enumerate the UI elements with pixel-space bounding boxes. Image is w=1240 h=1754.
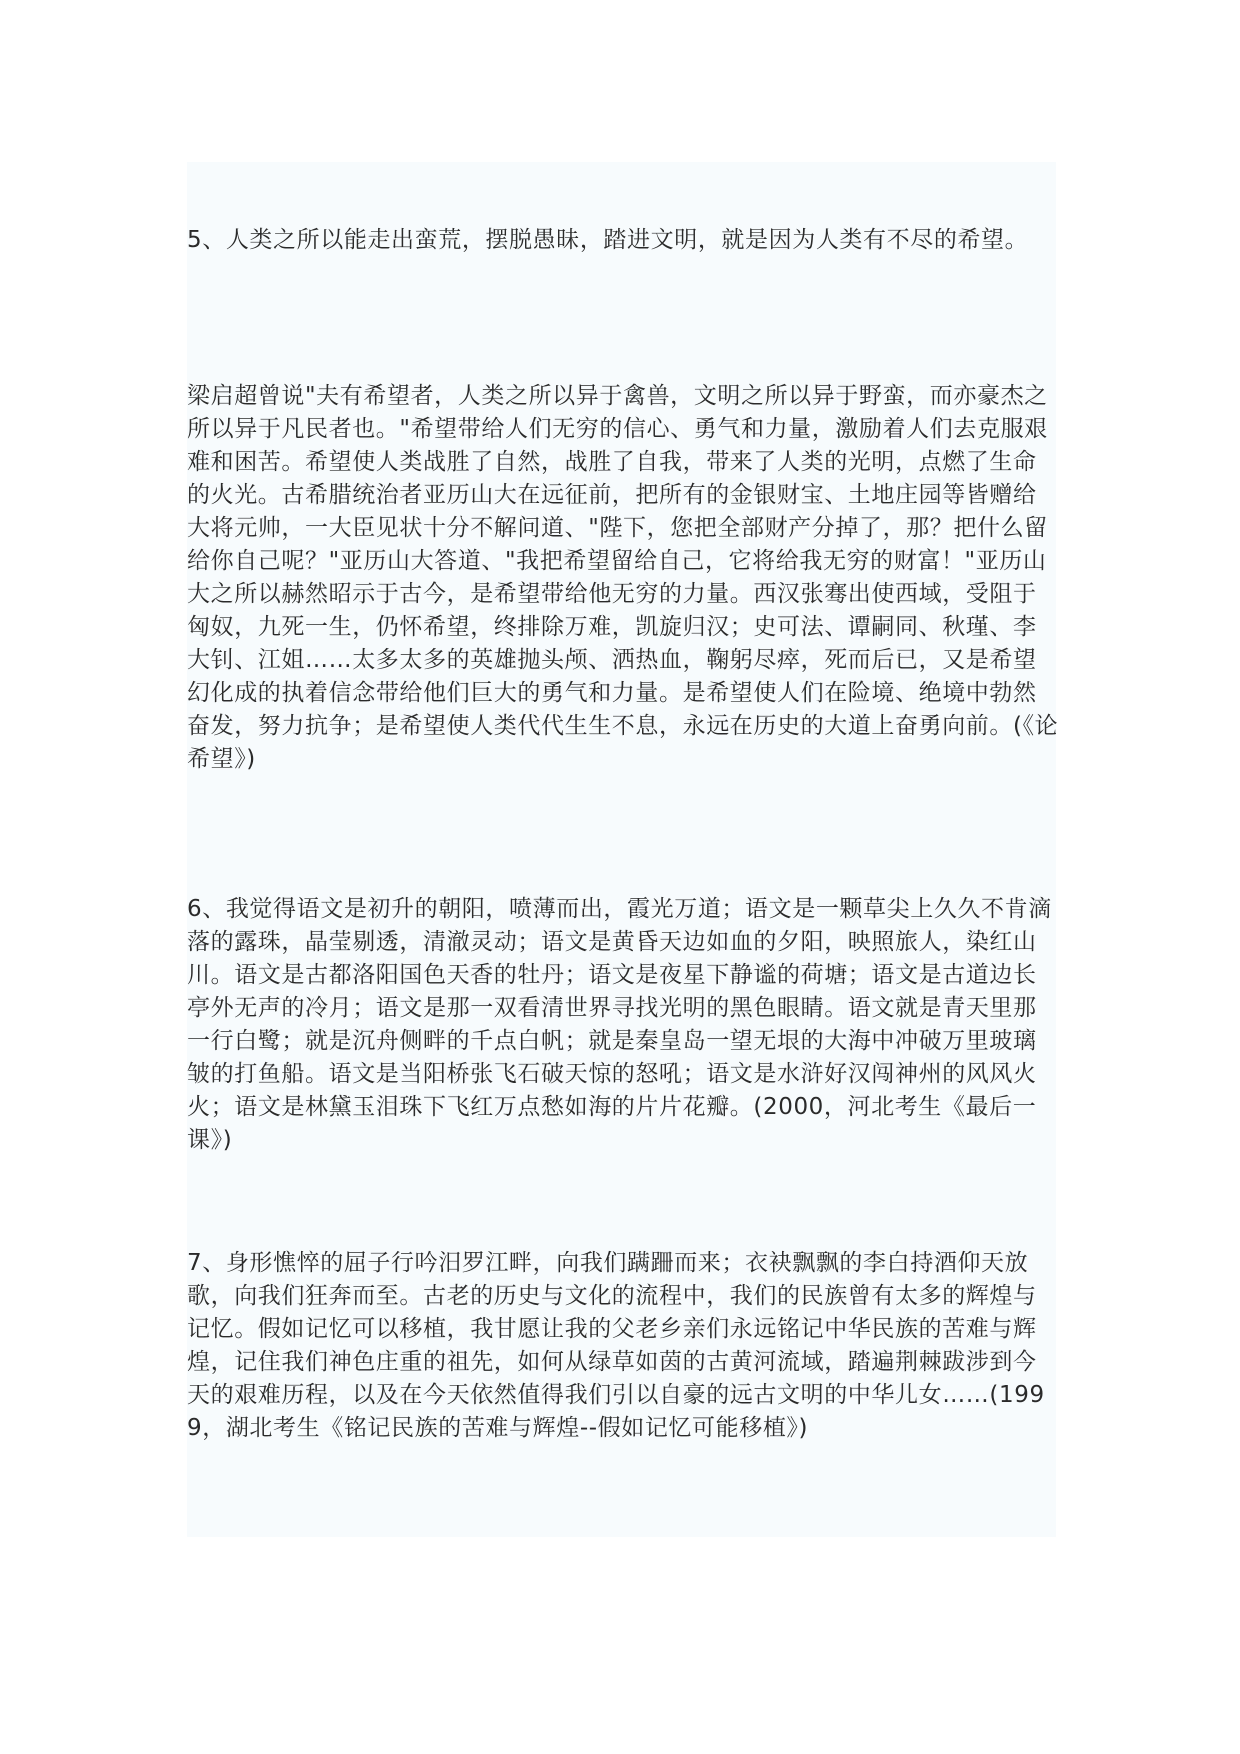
paragraph-item-6: 6、我觉得语文是初升的朝阳，喷薄而出，霞光万道；语文是一颗草尖上久久不肯滴落的露珠，晶莹剔透，清澈灵动；语文是黄昏天边如血的夕阳，映照旅人，染红山川。语文是古都洛阳国色天香的牡丹；语文是夜星下静谧的荷塘；语文是古道边长亭外无声的冷月；语文是那一双看清世界寻找光明的黑色眼睛。语文就是青天里那一行白鹭；就是沉舟侧畔的千点白帆；就是秦皇岛一望无垠的大海中冲破万里玻璃皱的打鱼船。语文是当阳桥张飞石破天惊的怒吼；语文是水浒好汉闯神州的风风火火；语文是林黛玉泪珠下飞红万点愁如海的片片花瓣。(2000，河北考生《最后一课》) (187, 896, 1052, 1153)
paragraph-item-7: 7、身形憔悴的屈子行吟汨罗江畔，向我们蹒跚而来；衣袂飘飘的李白持酒仰天放歌，向我们狂奔而至。古老的历史与文化的流程中，我们的民族曾有太多的辉煌与记忆。假如记忆可以移植，我甘愿让我的父老乡亲们永远铭记中华民族的苦难与辉煌，记住我们神色庄重的祖先，如何从绿草如茵的古黄河流域，踏遍荆棘跋涉到今天的艰难历程，以及在今天依然值得我们引以自豪的远古文明的中华儿女……(1999，湖北考生《铭记民族的苦难与辉煌--假如记忆可能移植》) (187, 1250, 1045, 1441)
paragraph-liang-qichao-quote: 梁启超曾说"夫有希望者，人类之所以异于禽兽，文明之所以异于野蛮，而亦豪杰之所以异于凡民者也。"希望带给人们无穷的信心、勇气和力量，激励着人们去克服艰难和困苦。希望使人类战胜了自然，战胜了自我，带来了人类的光明，点燃了生命的火光。古希腊统治者亚历山大在远征前，把所有的金银财宝、土地庄园等皆赠给大将元帅，一大臣见状十分不解问道、"陛下，您把全部财产分掉了，那？把什么留给你自己呢？"亚历山大答道、"我把希望留给自己，它将给我无穷的财富！"亚历山大之所以赫然昭示于古今，是希望带给他无穷的力量。西汉张骞出使西域，受阻于匈奴，九死一生，仍怀希望，终排除万难，凯旋归汉；史可法、谭嗣同、秋瑾、李大钊、江姐……太多太多的英雄抛头颅、洒热血，鞠躬尽瘁，死而后已，又是希望幻化成的执着信念带给他们巨大的勇气和力量。是希望使人们在险境、绝境中勃然奋发，努力抗争；是希望使人类代代生生不息，永远在历史的大道上奋勇向前。(《论希望》) (187, 383, 1059, 772)
paragraph-item-5: 5、人类之所以能走出蛮荒，摆脱愚昧，踏进文明，就是因为人类有不尽的希望。 (187, 227, 1029, 253)
